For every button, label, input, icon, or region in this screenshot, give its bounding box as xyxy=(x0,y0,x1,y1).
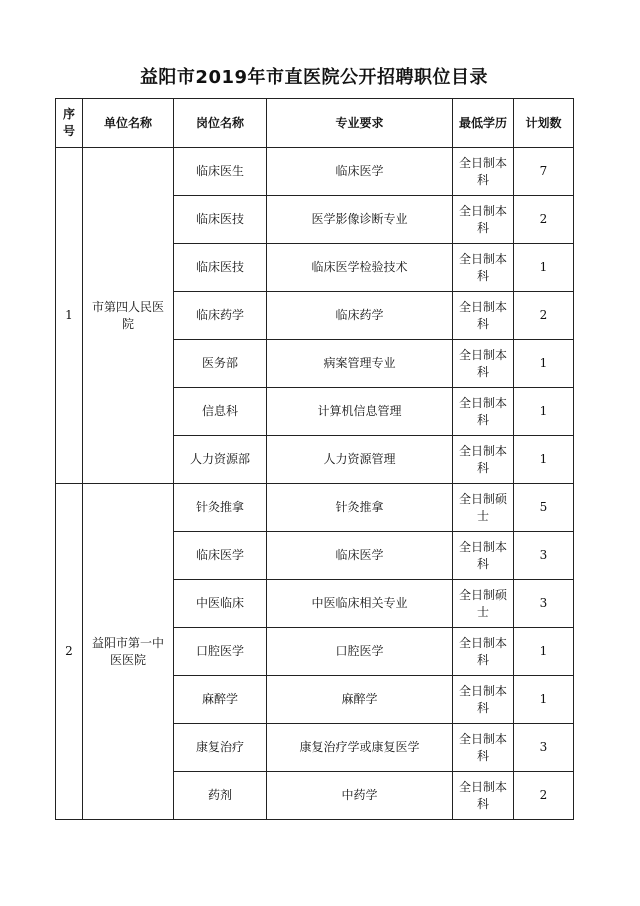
group-unit: 益阳市第一中医医院 xyxy=(83,484,174,820)
cell-plan: 1 xyxy=(514,244,574,292)
group-seq: 2 xyxy=(56,484,83,820)
cell-major: 中药学 xyxy=(267,772,453,820)
cell-education: 全日制本科 xyxy=(453,532,514,580)
cell-major: 针灸推拿 xyxy=(267,484,453,532)
cell-major: 医学影像诊断专业 xyxy=(267,196,453,244)
cell-plan: 1 xyxy=(514,388,574,436)
cell-plan: 2 xyxy=(514,772,574,820)
cell-education: 全日制本科 xyxy=(453,436,514,484)
cell-position: 针灸推拿 xyxy=(174,484,267,532)
cell-position: 康复治疗 xyxy=(174,724,267,772)
cell-plan: 1 xyxy=(514,436,574,484)
cell-plan: 5 xyxy=(514,484,574,532)
header-position: 岗位名称 xyxy=(174,99,267,148)
header-row xyxy=(56,99,574,148)
cell-major: 临床医学 xyxy=(267,148,453,196)
cell-plan: 3 xyxy=(514,724,574,772)
recruitment-table xyxy=(55,98,574,820)
header-unit: 单位名称 xyxy=(83,99,174,148)
cell-major: 人力资源管理 xyxy=(267,436,453,484)
cell-position: 临床医生 xyxy=(174,148,267,196)
cell-major: 计算机信息管理 xyxy=(267,388,453,436)
cell-education: 全日制硕士 xyxy=(453,580,514,628)
cell-plan: 2 xyxy=(514,196,574,244)
cell-position: 人力资源部 xyxy=(174,436,267,484)
group-unit: 市第四人民医院 xyxy=(83,148,174,484)
cell-education: 全日制本科 xyxy=(453,148,514,196)
table-row xyxy=(56,484,574,532)
cell-education: 全日制本科 xyxy=(453,292,514,340)
cell-plan: 1 xyxy=(514,628,574,676)
cell-position: 临床医学 xyxy=(174,532,267,580)
cell-plan: 3 xyxy=(514,580,574,628)
cell-major: 临床药学 xyxy=(267,292,453,340)
cell-major: 临床医学 xyxy=(267,532,453,580)
cell-education: 全日制本科 xyxy=(453,628,514,676)
cell-position: 临床医技 xyxy=(174,244,267,292)
cell-position: 口腔医学 xyxy=(174,628,267,676)
cell-major: 临床医学检验技术 xyxy=(267,244,453,292)
table-body xyxy=(56,148,574,820)
cell-major: 康复治疗学或康复医学 xyxy=(267,724,453,772)
table-header xyxy=(56,99,574,148)
group-seq: 1 xyxy=(56,148,83,484)
cell-plan: 1 xyxy=(514,340,574,388)
cell-education: 全日制本科 xyxy=(453,196,514,244)
cell-plan: 3 xyxy=(514,532,574,580)
page-title: 益阳市2019年市直医院公开招聘职位目录 xyxy=(139,67,489,88)
cell-plan: 7 xyxy=(514,148,574,196)
cell-education: 全日制本科 xyxy=(453,676,514,724)
cell-major: 病案管理专业 xyxy=(267,340,453,388)
cell-education: 全日制本科 xyxy=(453,724,514,772)
cell-position: 药剂 xyxy=(174,772,267,820)
cell-major: 口腔医学 xyxy=(267,628,453,676)
cell-major: 麻醉学 xyxy=(267,676,453,724)
cell-education: 全日制本科 xyxy=(453,388,514,436)
cell-education: 全日制本科 xyxy=(453,772,514,820)
cell-education: 全日制本科 xyxy=(453,340,514,388)
cell-education: 全日制硕士 xyxy=(453,484,514,532)
cell-position: 中医临床 xyxy=(174,580,267,628)
header-education: 最低学历 xyxy=(453,99,514,148)
cell-position: 临床药学 xyxy=(174,292,267,340)
cell-position: 麻醉学 xyxy=(174,676,267,724)
table-row xyxy=(56,148,574,196)
cell-position: 医务部 xyxy=(174,340,267,388)
page-crop-mask xyxy=(0,822,640,906)
cell-position: 信息科 xyxy=(174,388,267,436)
header-major: 专业要求 xyxy=(267,99,453,148)
cell-plan: 2 xyxy=(514,292,574,340)
header-seq: 序号 xyxy=(56,99,83,148)
cell-plan: 1 xyxy=(514,676,574,724)
header-plan: 计划数 xyxy=(514,99,574,148)
cell-major: 中医临床相关专业 xyxy=(267,580,453,628)
cell-position: 临床医技 xyxy=(174,196,267,244)
cell-education: 全日制本科 xyxy=(453,244,514,292)
